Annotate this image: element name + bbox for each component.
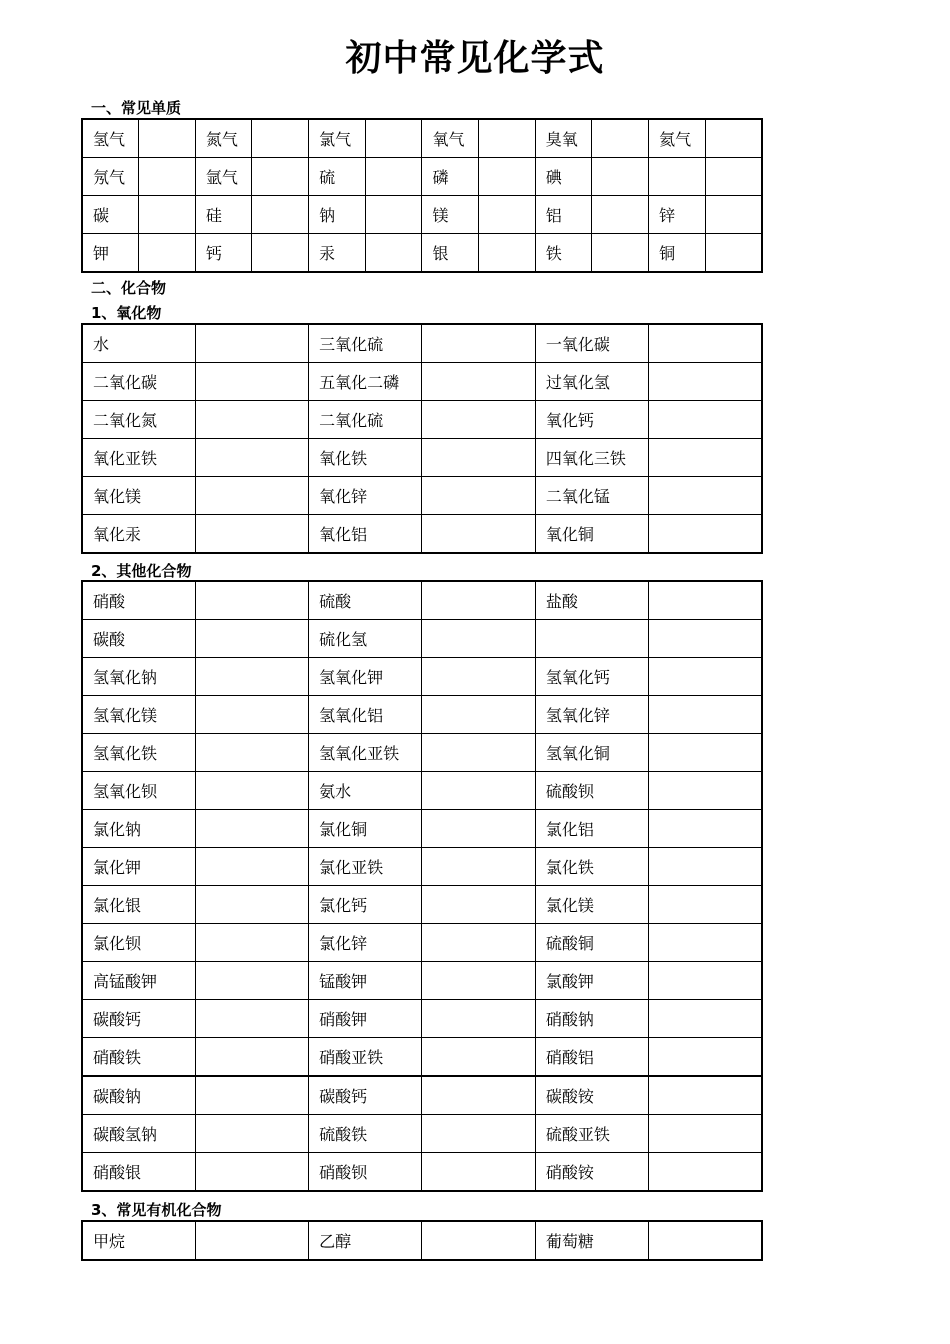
formula-blank-cell[interactable]: [592, 196, 649, 234]
formula-blank-cell[interactable]: [195, 620, 308, 658]
substance-name-cell: 四氧化三铁: [535, 439, 648, 477]
formula-blank-cell[interactable]: [195, 810, 308, 848]
formula-blank-cell[interactable]: [195, 363, 308, 401]
substance-name-cell: 氯化钾: [82, 848, 195, 886]
formula-blank-cell[interactable]: [422, 658, 535, 696]
table-row: [82, 439, 762, 477]
formula-blank-cell[interactable]: [195, 658, 308, 696]
formula-blank-cell[interactable]: [479, 196, 536, 234]
formula-blank-cell[interactable]: [649, 439, 762, 477]
formula-blank-cell[interactable]: [592, 158, 649, 196]
substance-name-cell: 氧化汞: [82, 515, 195, 554]
substance-name-cell: 氯化钙: [309, 886, 422, 924]
section-heading-compounds: 二、化合物: [91, 279, 167, 297]
table-row: [82, 581, 762, 620]
formula-blank-cell[interactable]: [422, 581, 535, 620]
substance-name-cell: 硫酸铜: [535, 924, 648, 962]
formula-blank-cell[interactable]: [365, 158, 422, 196]
formula-blank-cell[interactable]: [422, 1038, 535, 1077]
formula-blank-cell[interactable]: [422, 401, 535, 439]
substance-name-cell: 氢氧化铜: [535, 734, 648, 772]
substance-name-cell: 氧化亚铁: [82, 439, 195, 477]
substance-name-cell: 汞: [309, 234, 366, 273]
formula-blank-cell[interactable]: [705, 119, 762, 158]
substance-name-cell: 五氧化二磷: [309, 363, 422, 401]
substance-name-cell: 氯化铜: [309, 810, 422, 848]
substance-name-cell: 碳酸钙: [82, 1000, 195, 1038]
substance-name-cell: 氖气: [82, 158, 139, 196]
formula-blank-cell[interactable]: [649, 401, 762, 439]
formula-blank-cell[interactable]: [422, 810, 535, 848]
formula-blank-cell[interactable]: [422, 772, 535, 810]
formula-blank-cell[interactable]: [422, 696, 535, 734]
formula-blank-cell[interactable]: [139, 196, 196, 234]
oxides-table: [81, 323, 763, 554]
substance-name-cell: 氦气: [649, 119, 706, 158]
substance-name-cell: 锰酸钾: [309, 962, 422, 1000]
table-row: [82, 119, 762, 158]
formula-blank-cell[interactable]: [649, 810, 762, 848]
elements-table: [81, 118, 763, 273]
formula-blank-cell[interactable]: [649, 886, 762, 924]
table-row: [82, 886, 762, 924]
substance-name-cell: 硫: [309, 158, 366, 196]
formula-blank-cell[interactable]: [195, 1115, 308, 1153]
substance-name-cell: 钠: [309, 196, 366, 234]
substance-name-cell: 硝酸钡: [309, 1153, 422, 1192]
formula-blank-cell[interactable]: [649, 924, 762, 962]
table-row: [82, 1000, 762, 1038]
table-row: [82, 363, 762, 401]
substance-name-cell: 氧化铁: [309, 439, 422, 477]
formula-blank-cell[interactable]: [649, 1115, 762, 1153]
substance-name-cell: 硝酸银: [82, 1153, 195, 1192]
substance-name-cell: 氧气: [422, 119, 479, 158]
substance-name-cell: 硝酸亚铁: [309, 1038, 422, 1077]
table-row: [82, 734, 762, 772]
table-row: [82, 848, 762, 886]
table-row: [82, 962, 762, 1000]
formula-blank-cell[interactable]: [649, 515, 762, 554]
formula-blank-cell[interactable]: [252, 158, 309, 196]
substance-name-cell: [649, 158, 706, 196]
table-row: [82, 515, 762, 554]
substance-name-cell: 氢氧化钙: [535, 658, 648, 696]
formula-blank-cell[interactable]: [422, 848, 535, 886]
formula-blank-cell[interactable]: [195, 886, 308, 924]
formula-blank-cell[interactable]: [195, 1221, 308, 1260]
formula-blank-cell[interactable]: [649, 658, 762, 696]
formula-blank-cell[interactable]: [195, 924, 308, 962]
formula-blank-cell[interactable]: [195, 477, 308, 515]
formula-blank-cell[interactable]: [252, 119, 309, 158]
substance-name-cell: 氨水: [309, 772, 422, 810]
formula-blank-cell[interactable]: [139, 119, 196, 158]
formula-blank-cell[interactable]: [422, 620, 535, 658]
substance-name-cell: 硫酸: [309, 581, 422, 620]
formula-blank-cell[interactable]: [195, 401, 308, 439]
formula-blank-cell[interactable]: [422, 515, 535, 554]
formula-blank-cell[interactable]: [365, 119, 422, 158]
formula-blank-cell[interactable]: [195, 962, 308, 1000]
table-row: [82, 1221, 762, 1260]
formula-blank-cell[interactable]: [422, 886, 535, 924]
formula-blank-cell[interactable]: [649, 1153, 762, 1192]
formula-blank-cell[interactable]: [422, 477, 535, 515]
table-row: [82, 810, 762, 848]
substance-name-cell: 葡萄糖: [535, 1221, 648, 1260]
formula-blank-cell[interactable]: [195, 581, 308, 620]
formula-blank-cell[interactable]: [422, 439, 535, 477]
substance-name-cell: 铜: [649, 234, 706, 273]
formula-blank-cell[interactable]: [649, 962, 762, 1000]
substance-name-cell: 甲烷: [82, 1221, 195, 1260]
substance-name-cell: 氯化银: [82, 886, 195, 924]
table-row: [82, 620, 762, 658]
formula-blank-cell[interactable]: [649, 477, 762, 515]
formula-blank-cell[interactable]: [649, 1038, 762, 1077]
substance-name-cell: 三氧化硫: [309, 324, 422, 363]
formula-blank-cell[interactable]: [479, 158, 536, 196]
substance-name-cell: 硝酸铁: [82, 1038, 195, 1077]
substance-name-cell: 硝酸钾: [309, 1000, 422, 1038]
formula-blank-cell[interactable]: [422, 363, 535, 401]
substance-name-cell: 碳酸: [82, 620, 195, 658]
formula-blank-cell[interactable]: [422, 1000, 535, 1038]
substance-name-cell: 氯化亚铁: [309, 848, 422, 886]
substance-name-cell: 硝酸钠: [535, 1000, 648, 1038]
substance-name-cell: 氧化锌: [309, 477, 422, 515]
formula-blank-cell[interactable]: [422, 734, 535, 772]
substance-name-cell: 锌: [649, 196, 706, 234]
formula-blank-cell[interactable]: [139, 158, 196, 196]
substance-name-cell: 氢氧化铁: [82, 734, 195, 772]
substance-name-cell: 氧化镁: [82, 477, 195, 515]
substance-name-cell: 铝: [535, 196, 592, 234]
formula-blank-cell[interactable]: [195, 515, 308, 554]
formula-blank-cell[interactable]: [422, 324, 535, 363]
formula-blank-cell[interactable]: [195, 1076, 308, 1115]
substance-name-cell: 过氧化氢: [535, 363, 648, 401]
substance-name-cell: 氯化铝: [535, 810, 648, 848]
formula-blank-cell[interactable]: [195, 848, 308, 886]
organic-compounds-table: [81, 1220, 763, 1261]
substance-name-cell: 硫酸亚铁: [535, 1115, 648, 1153]
table-row: [82, 324, 762, 363]
formula-blank-cell[interactable]: [422, 962, 535, 1000]
formula-blank-cell[interactable]: [705, 158, 762, 196]
page-title: 初中常见化学式: [345, 38, 605, 79]
formula-blank-cell[interactable]: [592, 234, 649, 273]
table-row: [82, 1153, 762, 1192]
section-heading-others: 2、其他化合物: [91, 562, 192, 580]
substance-name-cell: 碳酸氢钠: [82, 1115, 195, 1153]
formula-blank-cell[interactable]: [649, 848, 762, 886]
substance-name-cell: 氧化铜: [535, 515, 648, 554]
substance-name-cell: 氢氧化铝: [309, 696, 422, 734]
table-row: [82, 196, 762, 234]
formula-blank-cell[interactable]: [422, 1115, 535, 1153]
formula-blank-cell[interactable]: [195, 696, 308, 734]
other-compounds-table: [81, 580, 763, 1192]
formula-blank-cell[interactable]: [649, 696, 762, 734]
substance-name-cell: 硝酸: [82, 581, 195, 620]
formula-blank-cell[interactable]: [422, 1153, 535, 1192]
section-heading-elements: 一、常见单质: [91, 99, 182, 117]
formula-blank-cell[interactable]: [422, 1221, 535, 1260]
formula-blank-cell[interactable]: [649, 620, 762, 658]
substance-name-cell: 银: [422, 234, 479, 273]
substance-name-cell: 氯化锌: [309, 924, 422, 962]
formula-blank-cell[interactable]: [195, 1153, 308, 1192]
substance-name-cell: 氧化钙: [535, 401, 648, 439]
substance-name-cell: 钾: [82, 234, 139, 273]
formula-blank-cell[interactable]: [705, 196, 762, 234]
substance-name-cell: 钙: [195, 234, 252, 273]
formula-blank-cell[interactable]: [365, 234, 422, 273]
substance-name-cell: 氢氧化钾: [309, 658, 422, 696]
formula-blank-cell[interactable]: [422, 1076, 535, 1115]
formula-blank-cell[interactable]: [705, 234, 762, 273]
table-row: [82, 401, 762, 439]
formula-blank-cell[interactable]: [649, 734, 762, 772]
substance-name-cell: 二氧化碳: [82, 363, 195, 401]
formula-blank-cell[interactable]: [195, 772, 308, 810]
formula-blank-cell[interactable]: [479, 234, 536, 273]
formula-blank-cell[interactable]: [479, 119, 536, 158]
substance-name-cell: 碳: [82, 196, 139, 234]
substance-name-cell: 氢气: [82, 119, 139, 158]
substance-name-cell: 氢氧化钠: [82, 658, 195, 696]
substance-name-cell: 氯化钡: [82, 924, 195, 962]
formula-blank-cell[interactable]: [195, 439, 308, 477]
formula-blank-cell[interactable]: [649, 1000, 762, 1038]
substance-name-cell: 碳酸钠: [82, 1076, 195, 1115]
formula-blank-cell[interactable]: [365, 196, 422, 234]
table-row: [82, 1038, 762, 1077]
formula-blank-cell[interactable]: [195, 324, 308, 363]
substance-name-cell: 氯化钠: [82, 810, 195, 848]
formula-blank-cell[interactable]: [195, 1038, 308, 1077]
formula-blank-cell[interactable]: [649, 1076, 762, 1115]
substance-name-cell: 水: [82, 324, 195, 363]
substance-name-cell: 硝酸铝: [535, 1038, 648, 1077]
substance-name-cell: 二氧化氮: [82, 401, 195, 439]
substance-name-cell: 盐酸: [535, 581, 648, 620]
substance-name-cell: 氢氧化锌: [535, 696, 648, 734]
table-row: [82, 924, 762, 962]
substance-name-cell: 硝酸铵: [535, 1153, 648, 1192]
substance-name-cell: 硫化氢: [309, 620, 422, 658]
substance-name-cell: 氢氧化亚铁: [309, 734, 422, 772]
substance-name-cell: 硫酸铁: [309, 1115, 422, 1153]
formula-blank-cell[interactable]: [649, 324, 762, 363]
section-heading-oxides: 1、氧化物: [91, 304, 162, 322]
formula-blank-cell[interactable]: [252, 234, 309, 273]
substance-name-cell: 氯化铁: [535, 848, 648, 886]
formula-blank-cell[interactable]: [195, 734, 308, 772]
substance-name-cell: 氢氧化镁: [82, 696, 195, 734]
substance-name-cell: 乙醇: [309, 1221, 422, 1260]
substance-name-cell: 高锰酸钾: [82, 962, 195, 1000]
substance-name-cell: 镁: [422, 196, 479, 234]
formula-blank-cell[interactable]: [139, 234, 196, 273]
substance-name-cell: 铁: [535, 234, 592, 273]
substance-name-cell: 氮气: [195, 119, 252, 158]
substance-name-cell: 氯酸钾: [535, 962, 648, 1000]
substance-name-cell: 氯气: [309, 119, 366, 158]
formula-blank-cell[interactable]: [649, 363, 762, 401]
substance-name-cell: 磷: [422, 158, 479, 196]
substance-name-cell: 氢氧化钡: [82, 772, 195, 810]
formula-blank-cell[interactable]: [649, 1221, 762, 1260]
table-row: [82, 1115, 762, 1153]
substance-name-cell: 碳酸钙: [309, 1076, 422, 1115]
formula-blank-cell[interactable]: [195, 1000, 308, 1038]
formula-blank-cell[interactable]: [649, 772, 762, 810]
substance-name-cell: [535, 620, 648, 658]
substance-name-cell: 二氧化锰: [535, 477, 648, 515]
substance-name-cell: 一氧化碳: [535, 324, 648, 363]
substance-name-cell: 臭氧: [535, 119, 592, 158]
formula-blank-cell[interactable]: [649, 581, 762, 620]
substance-name-cell: 氧化铝: [309, 515, 422, 554]
substance-name-cell: 氩气: [195, 158, 252, 196]
table-row: [82, 1076, 762, 1115]
table-row: [82, 696, 762, 734]
substance-name-cell: 碘: [535, 158, 592, 196]
table-row: [82, 772, 762, 810]
substance-name-cell: 碳酸铵: [535, 1076, 648, 1115]
substance-name-cell: 硫酸钡: [535, 772, 648, 810]
table-row: [82, 234, 762, 273]
substance-name-cell: 硅: [195, 196, 252, 234]
formula-blank-cell[interactable]: [592, 119, 649, 158]
table-row: [82, 158, 762, 196]
formula-blank-cell[interactable]: [422, 924, 535, 962]
table-row: [82, 477, 762, 515]
table-row: [82, 658, 762, 696]
substance-name-cell: 二氧化硫: [309, 401, 422, 439]
section-heading-organic: 3、常见有机化合物: [91, 1201, 222, 1219]
substance-name-cell: 氯化镁: [535, 886, 648, 924]
formula-blank-cell[interactable]: [252, 196, 309, 234]
